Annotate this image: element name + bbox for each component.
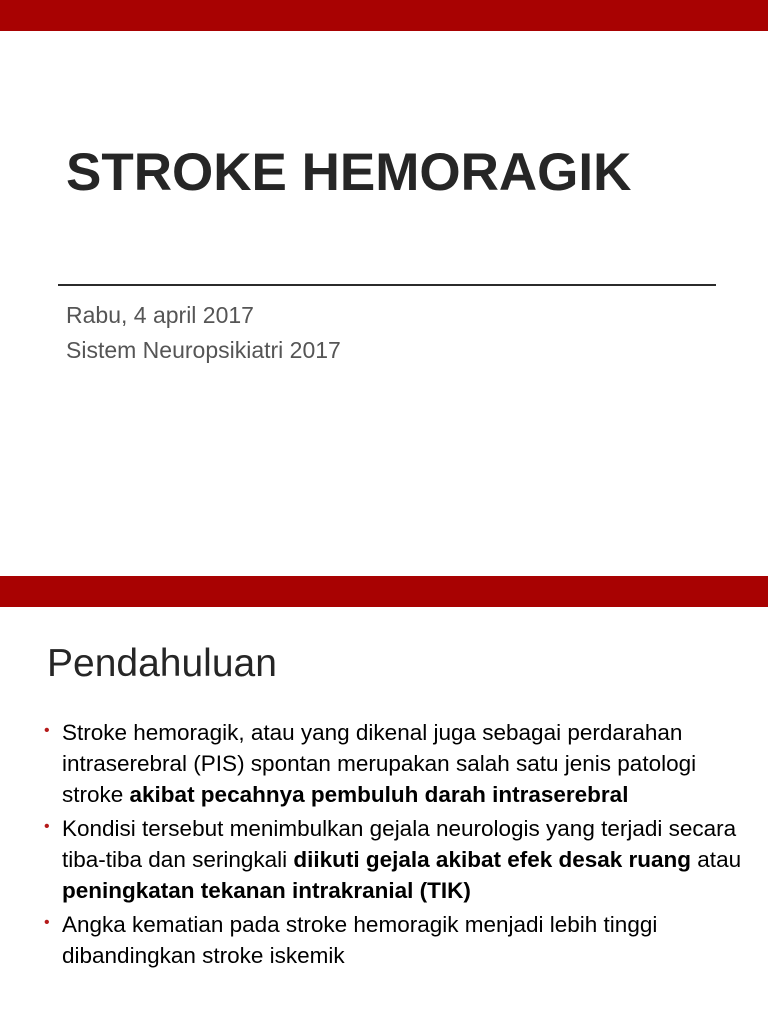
bullet-list (44, 717, 744, 974)
bullet-dot-icon: • (44, 722, 50, 739)
bullet-segment: Angka kematian pada stroke hemoragik menjadi lebih tinggi dibandingkan stroke iskemik (62, 912, 658, 968)
slide1-top-accent-band (0, 0, 768, 31)
bullet-segment: Stroke hemoragik, atau yang dikenal juga sebagai perdarahan intraserebral (PIS) spontan merupakan salah satu jenis patologi stroke (62, 720, 697, 807)
bullet-item (44, 909, 744, 971)
bullet-text (62, 816, 741, 903)
bullet-text (62, 720, 696, 807)
slide2-top-accent-band (0, 576, 768, 607)
bullet-segment: atau (691, 847, 742, 872)
bullet-dot-icon: • (44, 914, 50, 931)
bullet-dot-icon: • (44, 818, 50, 835)
bullet-emphasis: diikuti gejala akibat efek desak ruang (293, 847, 692, 872)
bullet-item (44, 717, 744, 810)
bullet-emphasis: akibat pecahnya pembuluh darah intraserebral (129, 782, 629, 807)
slide1-date: Rabu, 4 april 2017 (66, 302, 254, 328)
slide1-title: STROKE HEMORAGIK (66, 143, 632, 202)
slide2-heading: Pendahuluan (47, 642, 277, 685)
bullet-emphasis: peningkatan tekanan intrakranial (TIK) (62, 878, 471, 903)
bullet-item (44, 813, 744, 906)
title-divider-line (58, 284, 716, 286)
bullet-segment: Kondisi tersebut menimbulkan gejala neurologis yang terjadi secara tiba-tiba dan seringkali (62, 816, 737, 872)
slide1-course-name: Sistem Neuropsikiatri 2017 (66, 337, 341, 363)
bullet-text (62, 912, 657, 968)
